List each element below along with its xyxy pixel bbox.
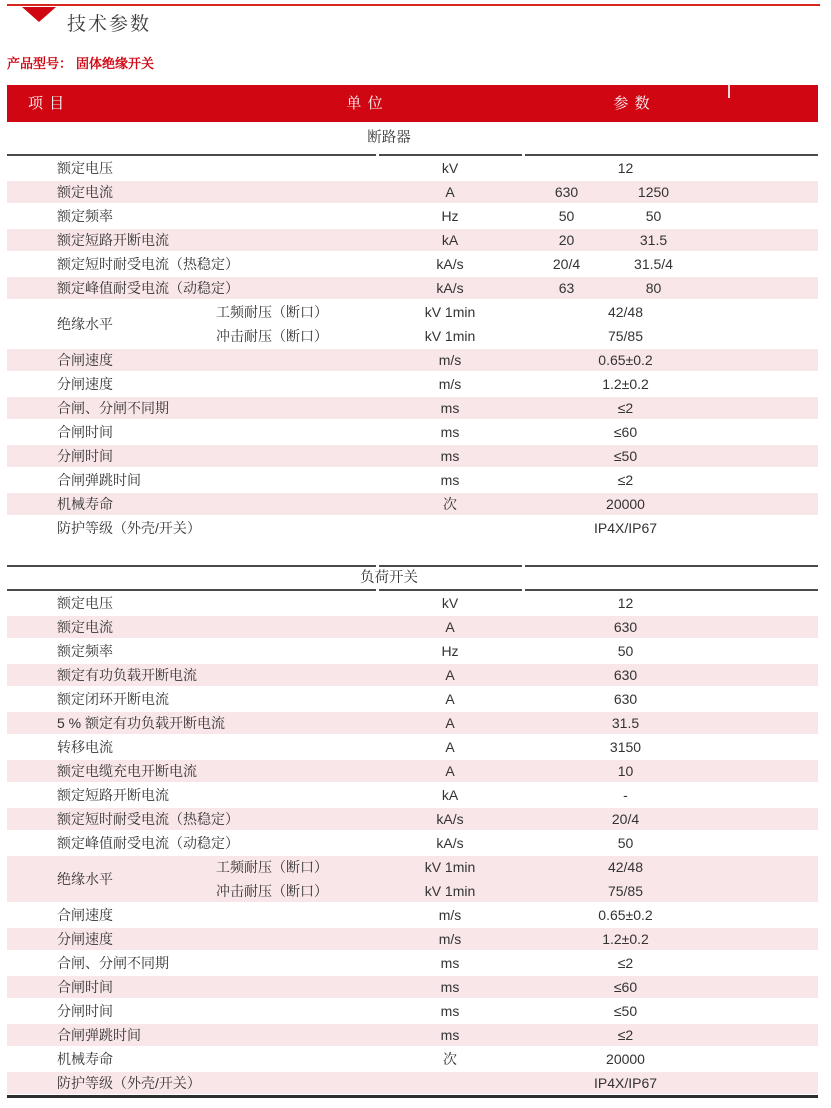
row-unit: ms [440, 400, 460, 416]
row-label: 额定有功负载开断电流 [57, 667, 197, 683]
row-unit: Hz [441, 208, 459, 224]
table-row [7, 396, 818, 420]
row-unit: A [445, 739, 455, 755]
table-row [7, 975, 818, 999]
table-row [7, 1071, 818, 1095]
red-triangle-icon [22, 7, 56, 22]
row-unit: kV 1min [424, 859, 476, 875]
row-unit: kA/s [436, 256, 464, 272]
row-values [523, 783, 728, 807]
row-values [523, 591, 728, 615]
table-row [7, 639, 818, 663]
table-row [7, 783, 818, 807]
table-row [7, 156, 818, 180]
row-unit: A [445, 715, 455, 731]
row-label: 防护等级（外壳/开关） [57, 1075, 201, 1091]
row-value: 3150 [609, 739, 642, 755]
section-rows [7, 156, 818, 540]
row-label: 防护等级（外壳/开关） [57, 520, 201, 536]
row-unit: ms [440, 1027, 460, 1043]
parameters-table [7, 85, 818, 1098]
row-values [523, 903, 728, 927]
row-label: 合闸、分闸不同期 [57, 400, 169, 416]
table-row [7, 1047, 818, 1071]
row-values [523, 276, 697, 300]
row-value: ≤50 [613, 1003, 638, 1019]
row-unit: ms [440, 979, 460, 995]
table-row [7, 711, 818, 735]
row-label: 额定短时耐受电流（热稳定） [57, 256, 239, 272]
row-value: IP4X/IP67 [593, 520, 658, 536]
row-values [523, 639, 728, 663]
row-values [523, 711, 728, 735]
row-values [523, 663, 728, 687]
row-value: ≤2 [617, 1027, 634, 1043]
row-label: 机械寿命 [57, 1051, 113, 1067]
table-sections [7, 122, 818, 1095]
row-label: 5 % 额定有功负载开断电流 [57, 715, 226, 731]
table-section [7, 565, 818, 1095]
row-values [523, 492, 728, 516]
row-value: 1250 [637, 184, 670, 200]
row-values [523, 831, 728, 855]
row-values [523, 1047, 728, 1071]
row-value: 75/85 [607, 328, 644, 344]
insulation-level-row [7, 300, 818, 348]
row-values [523, 759, 728, 783]
row-label: 机械寿命 [57, 496, 113, 512]
row-unit: m/s [438, 376, 462, 392]
row-value: 630 [554, 184, 579, 200]
table-row [7, 615, 818, 639]
row-value: 50 [617, 643, 634, 659]
row-label: 额定频率 [57, 643, 113, 659]
row-values [523, 396, 728, 420]
insulation-sub-row [7, 855, 818, 879]
row-value: 63 [558, 280, 575, 296]
row-label: 额定电压 [57, 595, 113, 611]
row-label: 分闸时间 [57, 448, 113, 464]
row-value: 12 [617, 160, 634, 176]
header-column-tick [728, 85, 730, 98]
table-row [7, 276, 818, 300]
sub-row-label: 冲击耐压（断口） [216, 883, 328, 899]
row-unit: kV 1min [424, 883, 476, 899]
table-row [7, 204, 818, 228]
row-label: 额定电压 [57, 160, 113, 176]
row-unit: m/s [438, 907, 462, 923]
row-label: 绝缘水平 [57, 316, 113, 332]
header-unit: 单 位 [346, 95, 384, 112]
table-row [7, 927, 818, 951]
product-model-value: 固体绝缘开关 [76, 56, 155, 71]
header-item: 项 目 [28, 95, 66, 112]
row-label: 额定电缆充电开断电流 [57, 763, 197, 779]
row-label: 额定短时耐受电流（热稳定） [57, 811, 239, 827]
row-unit: 次 [443, 1051, 457, 1067]
row-label: 额定峰值耐受电流（动稳定） [57, 280, 239, 296]
row-values [523, 348, 728, 372]
row-label: 额定短路开断电流 [57, 232, 169, 248]
row-unit: 次 [443, 496, 457, 512]
row-value: 630 [613, 619, 638, 635]
row-label: 额定电流 [57, 184, 113, 200]
row-values [523, 228, 697, 252]
row-value: 1.2±0.2 [602, 376, 649, 392]
insulation-sub-row [7, 879, 818, 903]
row-value: - [623, 787, 628, 803]
row-value: 0.65±0.2 [598, 907, 653, 923]
row-unit: A [445, 763, 455, 779]
table-section [7, 122, 818, 540]
row-values [523, 735, 728, 759]
row-values [523, 372, 728, 396]
row-value: 31.5 [611, 715, 640, 731]
row-values [523, 204, 697, 228]
row-unit: A [445, 667, 455, 683]
row-label: 额定电流 [57, 619, 113, 635]
table-bottom-rule [7, 1095, 818, 1098]
insulation-sub-row [7, 300, 818, 324]
row-label: 合闸速度 [57, 907, 113, 923]
row-unit: kA [441, 232, 459, 248]
row-values [523, 444, 728, 468]
row-unit: Hz [441, 643, 459, 659]
row-label: 额定短路开断电流 [57, 787, 169, 803]
row-value: 20000 [606, 496, 645, 512]
page-title: 技术参数 [67, 14, 152, 35]
row-value: 12 [617, 595, 634, 611]
sub-row-label: 工频耐压（断口） [216, 859, 328, 875]
row-value: ≤2 [617, 472, 634, 488]
row-unit: kV 1min [424, 328, 476, 344]
row-label: 合闸弹跳时间 [57, 1027, 141, 1043]
table-row [7, 591, 818, 615]
table-row [7, 1023, 818, 1047]
row-unit: m/s [438, 931, 462, 947]
row-label: 分闸速度 [57, 931, 113, 947]
row-label: 合闸时间 [57, 979, 113, 995]
row-value: IP4X/IP67 [593, 1075, 658, 1091]
table-row [7, 348, 818, 372]
row-value: 31.5/4 [634, 256, 673, 272]
row-value: ≤60 [613, 424, 638, 440]
row-values [523, 999, 728, 1023]
table-row [7, 252, 818, 276]
table-row [7, 831, 818, 855]
row-unit: A [445, 184, 455, 200]
row-values [523, 156, 728, 180]
row-unit: ms [440, 448, 460, 464]
product-model-line [7, 53, 154, 72]
row-label: 转移电流 [57, 739, 113, 755]
row-label: 分闸时间 [57, 1003, 113, 1019]
section-header [7, 567, 818, 589]
section-title: 负荷开关 [360, 570, 418, 586]
row-value: 630 [613, 691, 638, 707]
row-unit: kA [441, 787, 459, 803]
row-label: 额定频率 [57, 208, 113, 224]
row-value: ≤60 [613, 979, 638, 995]
row-label: 分闸速度 [57, 376, 113, 392]
row-unit: kA/s [436, 811, 464, 827]
row-value: ≤2 [617, 400, 634, 416]
row-values [523, 951, 728, 975]
row-values [523, 687, 728, 711]
table-row [7, 180, 818, 204]
row-label: 绝缘水平 [57, 871, 113, 887]
row-value: 630 [613, 667, 638, 683]
row-value: 42/48 [607, 859, 644, 875]
row-label: 额定峰值耐受电流（动稳定） [57, 835, 239, 851]
row-unit: ms [440, 1003, 460, 1019]
table-row [7, 444, 818, 468]
table-row [7, 468, 818, 492]
top-divider-line [7, 4, 820, 6]
row-value: 75/85 [607, 883, 644, 899]
table-row [7, 372, 818, 396]
table-row [7, 999, 818, 1023]
row-value: 31.5 [639, 232, 668, 248]
insulation-sub-row [7, 324, 818, 348]
row-value: 20/4 [552, 256, 581, 272]
row-value: 50 [558, 208, 575, 224]
table-row [7, 687, 818, 711]
row-unit: kA/s [436, 835, 464, 851]
row-label: 合闸、分闸不同期 [57, 955, 169, 971]
table-row [7, 735, 818, 759]
product-model-label: 产品型号： [7, 56, 73, 71]
row-unit: ms [440, 955, 460, 971]
row-value: 20000 [606, 1051, 645, 1067]
table-row [7, 759, 818, 783]
table-row [7, 492, 818, 516]
row-values [523, 807, 728, 831]
row-unit: ms [440, 472, 460, 488]
row-value: 20 [558, 232, 575, 248]
row-value: 20/4 [611, 811, 640, 827]
row-unit: kV [441, 160, 459, 176]
row-value: 80 [645, 280, 662, 296]
table-row [7, 951, 818, 975]
row-unit: A [445, 619, 455, 635]
row-values [523, 927, 728, 951]
row-value: 42/48 [607, 304, 644, 320]
row-unit: ms [440, 424, 460, 440]
row-values [523, 1071, 728, 1095]
row-values [523, 615, 728, 639]
table-header-bar [7, 85, 818, 122]
sub-row-label: 冲击耐压（断口） [216, 328, 328, 344]
table-row [7, 663, 818, 687]
row-value: 0.65±0.2 [598, 352, 653, 368]
row-values [523, 420, 728, 444]
row-unit: kV [441, 595, 459, 611]
table-row [7, 903, 818, 927]
row-unit: m/s [438, 352, 462, 368]
table-row [7, 420, 818, 444]
row-label: 额定闭环开断电流 [57, 691, 169, 707]
row-values [523, 516, 728, 540]
row-value: 1.2±0.2 [602, 931, 649, 947]
row-values [523, 180, 697, 204]
row-unit: A [445, 691, 455, 707]
row-values [523, 975, 728, 999]
row-label: 合闸速度 [57, 352, 113, 368]
row-value: 10 [617, 763, 634, 779]
section-header [7, 122, 818, 154]
header-param: 参 数 [613, 95, 651, 112]
section-rows [7, 591, 818, 1095]
row-unit: kV 1min [424, 304, 476, 320]
row-value: 50 [645, 208, 662, 224]
sub-row-label: 工频耐压（断口） [216, 304, 328, 320]
table-row [7, 516, 818, 540]
row-value: 50 [617, 835, 634, 851]
row-label: 合闸弹跳时间 [57, 472, 141, 488]
section-title: 断路器 [367, 130, 411, 146]
table-row [7, 228, 818, 252]
row-value: ≤2 [617, 955, 634, 971]
row-value: ≤50 [613, 448, 638, 464]
row-label: 合闸时间 [57, 424, 113, 440]
row-unit: kA/s [436, 280, 464, 296]
table-row [7, 807, 818, 831]
row-values [523, 1023, 728, 1047]
row-values [523, 468, 728, 492]
row-values [523, 252, 697, 276]
insulation-level-row [7, 855, 818, 903]
